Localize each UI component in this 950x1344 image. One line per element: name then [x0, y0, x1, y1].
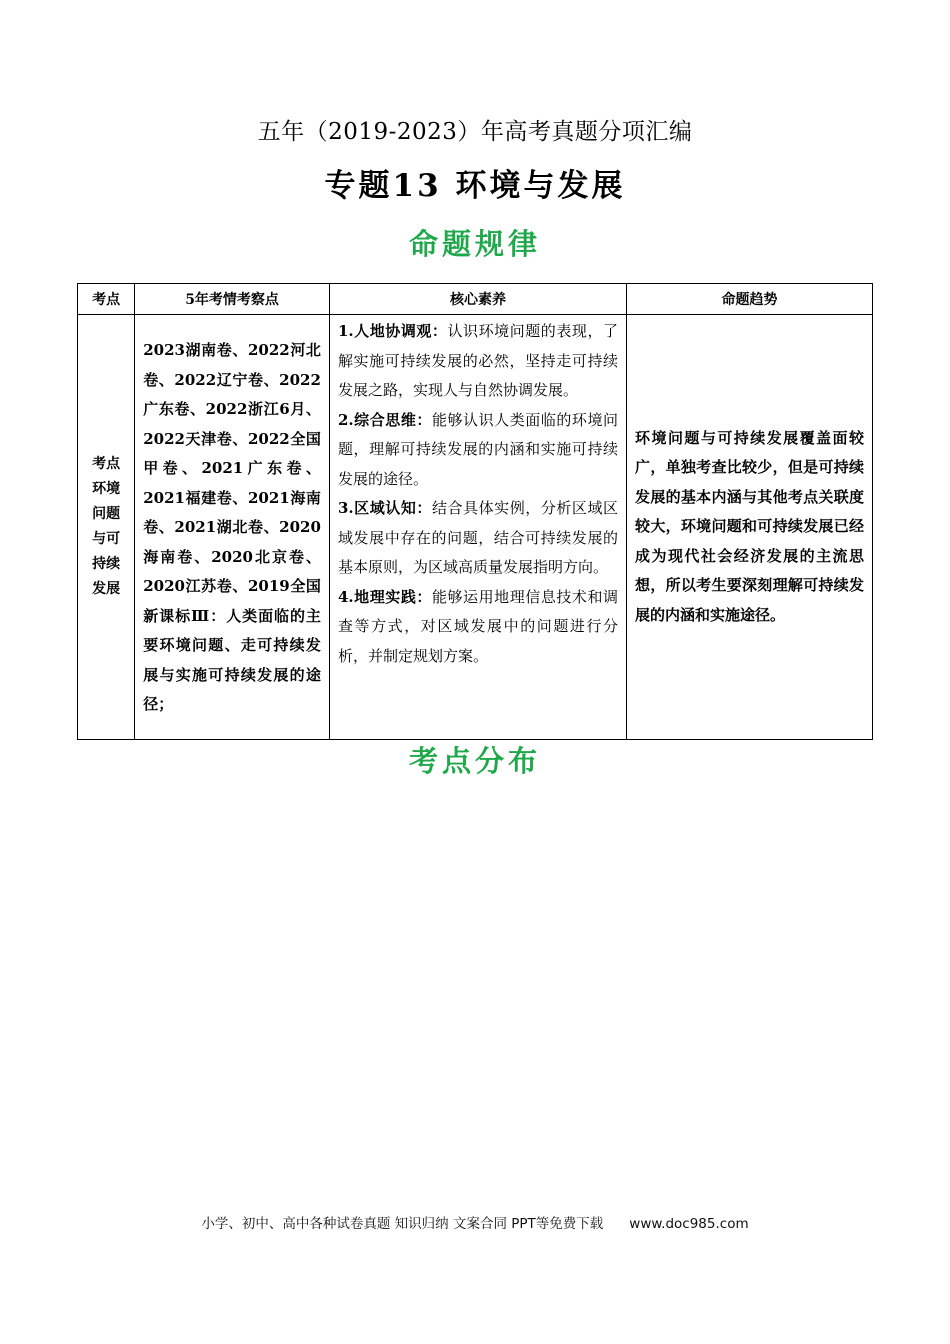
document-supertitle: 五年（2019-2023）年高考真题分项汇编 [257, 119, 693, 145]
core-item [338, 317, 618, 406]
header-core: 核心素养 [329, 284, 626, 315]
footer-text: 小学、初中、高中各种试卷真题 知识归纳 文案合同 PPT等免费下载 [201, 1216, 604, 1232]
core-item [338, 583, 618, 672]
section-heading-rules: 命题规律 [408, 227, 541, 261]
table-row [78, 315, 873, 740]
header-years: 5年考情考察点 [135, 284, 330, 315]
core-item-head: 3.区域认知： [337, 499, 432, 517]
kaodian-line: 发展 [92, 581, 121, 597]
core-item [338, 494, 618, 583]
cell-years: 2023湖南卷、2022河北卷、2022辽宁卷、2022广东卷、2022浙江6月、2022天津卷、2022全国甲卷、2021广东卷、2021福建卷、2021海南卷、2021湖北卷、2020海南卷、2020北京卷、2020江苏卷、2019全国新课标Ⅲ：人类面临的主要环境问题、走可持续发展与实施可持续发展的途径； [135, 315, 330, 740]
core-item-head: 1.人地协调观： [337, 322, 448, 340]
core-item-text: 能够运用地理信息技术和调查等方式，对区域发展中的问题进行分析，并制定规划方案。 [337, 587, 619, 665]
cell-kaodian [78, 315, 135, 740]
section-heading-distribution: 考点分布 [408, 744, 541, 778]
header-trend: 命题趋势 [627, 284, 873, 315]
page-footer [0, 1212, 950, 1232]
cell-core [329, 315, 626, 740]
footer-site-link[interactable]: www.doc985.com [629, 1216, 749, 1232]
kaodian-line: 与可 [92, 531, 121, 547]
core-item-text: 能够认识人类面临的环境问题，理解可持续发展的内涵和实施可持续发展的途径。 [337, 410, 619, 488]
kaodian-line: 考点 [92, 456, 121, 472]
kaodian-line: 持续 [92, 556, 121, 572]
topic-table [77, 283, 873, 740]
cell-trend: 环境问题与可持续发展覆盖面较广，单独考查比较少，但是可持续发展的基本内涵与其他考点关联度较大，环境问题和可持续发展已经成为现代社会经济发展的主流思想，所以考生要深刻理解可持续发展的内涵和实施途径。 [627, 315, 873, 740]
core-item [338, 406, 618, 495]
core-item-text: 认识环境问题的表现，了解实施可持续发展的必然，坚持走可持续发展之路，实现人与自然协调发展。 [337, 322, 619, 399]
header-kaodian: 考点 [78, 284, 135, 315]
core-item-head: 4.地理实践： [337, 587, 432, 606]
kaodian-line: 问题 [92, 506, 121, 522]
kaodian-line: 环境 [92, 481, 121, 497]
table-header-row [78, 284, 873, 315]
core-item-head: 2.综合思维： [337, 410, 432, 429]
core-item-text: 结合具体实例，分析区域区域发展中存在的问题，结合可持续发展的基本原则，为区域高质量发展指明方向。 [337, 499, 619, 576]
document-title: 专题13 环境与发展 [324, 168, 626, 204]
